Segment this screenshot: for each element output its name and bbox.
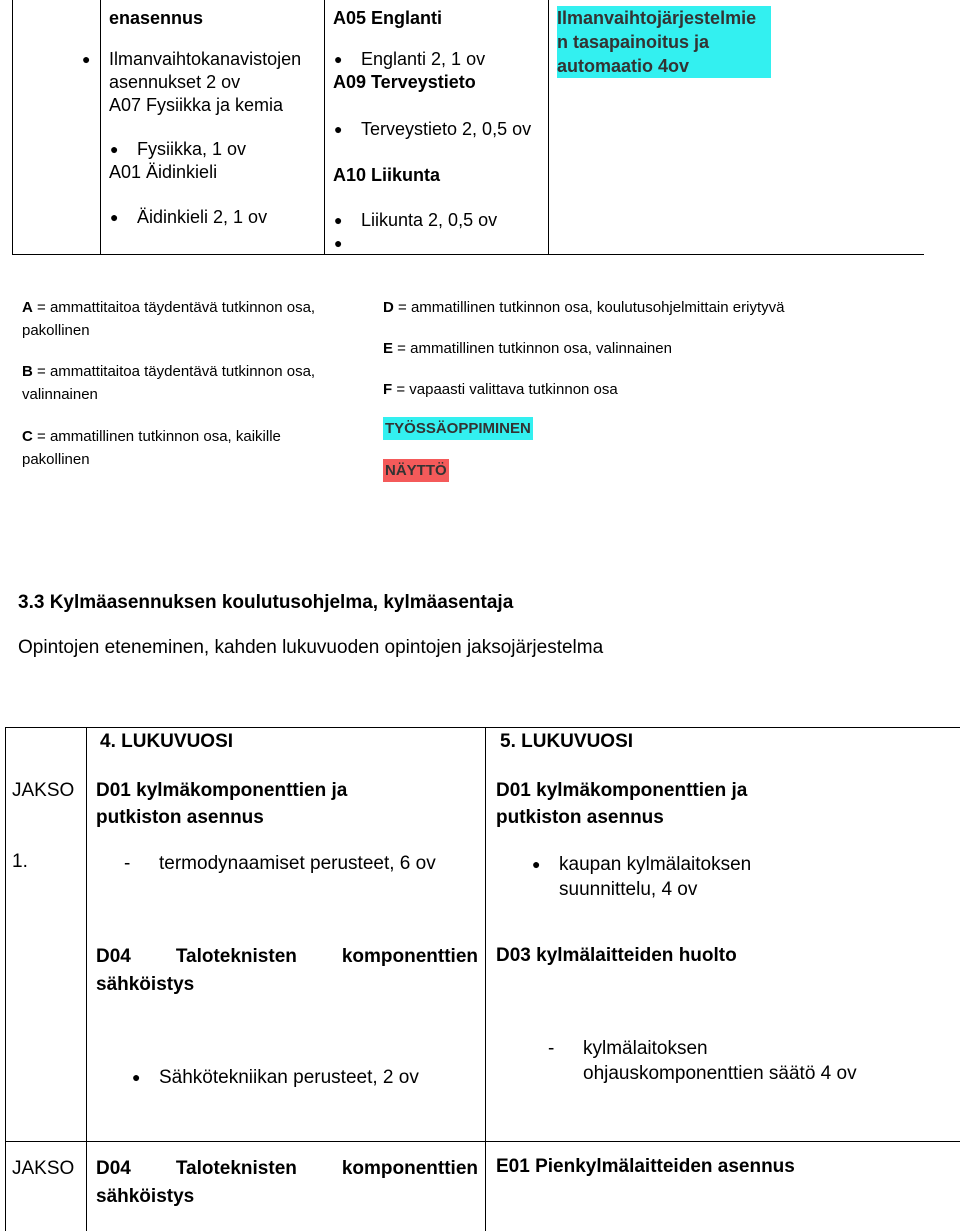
year4-header: 4. LUKUVUOSI <box>100 731 234 752</box>
top-col1-bullet3: ● Äidinkieli 2, 1 ov <box>137 206 267 229</box>
year5-header: 5. LUKUVUOSI <box>500 731 634 752</box>
legend-f: F = vapaasti valittava tutkinnon osa <box>383 381 618 398</box>
r1-year4-title: D01 kylmäkomponenttien ja putkiston asennus <box>96 780 348 828</box>
legend-a: A = ammattitaitoa täydentävä tutkinnon osa, pakollinen <box>22 299 316 339</box>
legend-c: C = ammatillinen tutkinnon osa, kaikille pakollinen <box>22 428 281 468</box>
top-col2-bullet1: ● Englanti 2, 1 ov <box>361 48 485 71</box>
jakso-label-1: JAKSO <box>12 780 75 801</box>
top-col2-header: A05 Englanti <box>333 8 443 28</box>
r1-year5-item: ● kaupan kylmälaitoksen suunnittelu, 4 ov <box>559 852 789 902</box>
r3-year5-title: E01 Pienkylmälaitteiden asennus <box>496 1156 795 1177</box>
legend-d: D = ammatillinen tutkinnon osa, koulutusohjelmittain eriytyvä <box>383 299 785 316</box>
top-col2-sub1: A09 Terveystieto <box>333 72 476 92</box>
top-col2-sub2: A10 Liikunta <box>333 165 441 185</box>
top-col3-header-line2: n tasapainoitus ja <box>557 32 710 52</box>
top-col3-header-line1: Ilmanvaihtojärjestelmie <box>557 8 757 28</box>
r2-year5-title: D03 kylmälaitteiden huolto <box>496 945 737 966</box>
top-col2-bullet2: ● Terveystieto 2, 0,5 ov <box>361 118 541 141</box>
legend-tyossaoppiminen: TYÖSSÄOPPIMINEN <box>383 417 533 440</box>
top-col1-bullet2: ● Fysiikka, 1 ov <box>137 138 246 161</box>
r2-year4-item: ● Sähkötekniikan perusteet, 2 ov <box>159 1065 419 1090</box>
jakso-label-2: JAKSO <box>12 1158 75 1179</box>
jakso-number-1: 1. <box>12 851 28 872</box>
top-col3-header-line3: automaatio 4ov <box>557 56 690 76</box>
r1-year4-item: - termodynaamiset perusteet, 6 ov <box>159 851 439 876</box>
top-col1-sub1: A07 Fysiikka ja kemia <box>109 95 284 115</box>
r3-year4-title: D04 Taloteknisten komponenttien sähköistys <box>96 1158 478 1207</box>
section-subheading: Opintojen eteneminen, kahden lukuvuoden opintojen jaksojärjestelma <box>18 637 604 658</box>
top-col1-sub2: A01 Äidinkieli <box>109 162 218 182</box>
legend-b: B = ammattitaitoa täydentävä tutkinnon osa, valinnainen <box>22 363 316 403</box>
top-col1-bullet1: ● Ilmanvaihtokanavistojen asennukset 2 ov <box>109 48 314 94</box>
r1-year5-title: D01 kylmäkomponenttien ja putkiston asennus <box>496 780 748 828</box>
top-col2-bullet3: ● Liikunta 2, 0,5 ov <box>361 209 497 232</box>
top-col1-header: enasennus <box>109 8 204 28</box>
section-heading: 3.3 Kylmäasennuksen koulutusohjelma, kylmäasentaja <box>18 592 514 613</box>
legend-naytto: NÄYTTÖ <box>383 459 449 482</box>
legend-e: E = ammatillinen tutkinnon osa, valinnainen <box>383 340 672 357</box>
r2-year5-item: - kylmälaitoksen ohjauskomponenttien säätö 4 ov <box>583 1036 863 1086</box>
r2-year4-title: D04 Taloteknisten komponenttien sähköistys <box>96 946 478 995</box>
